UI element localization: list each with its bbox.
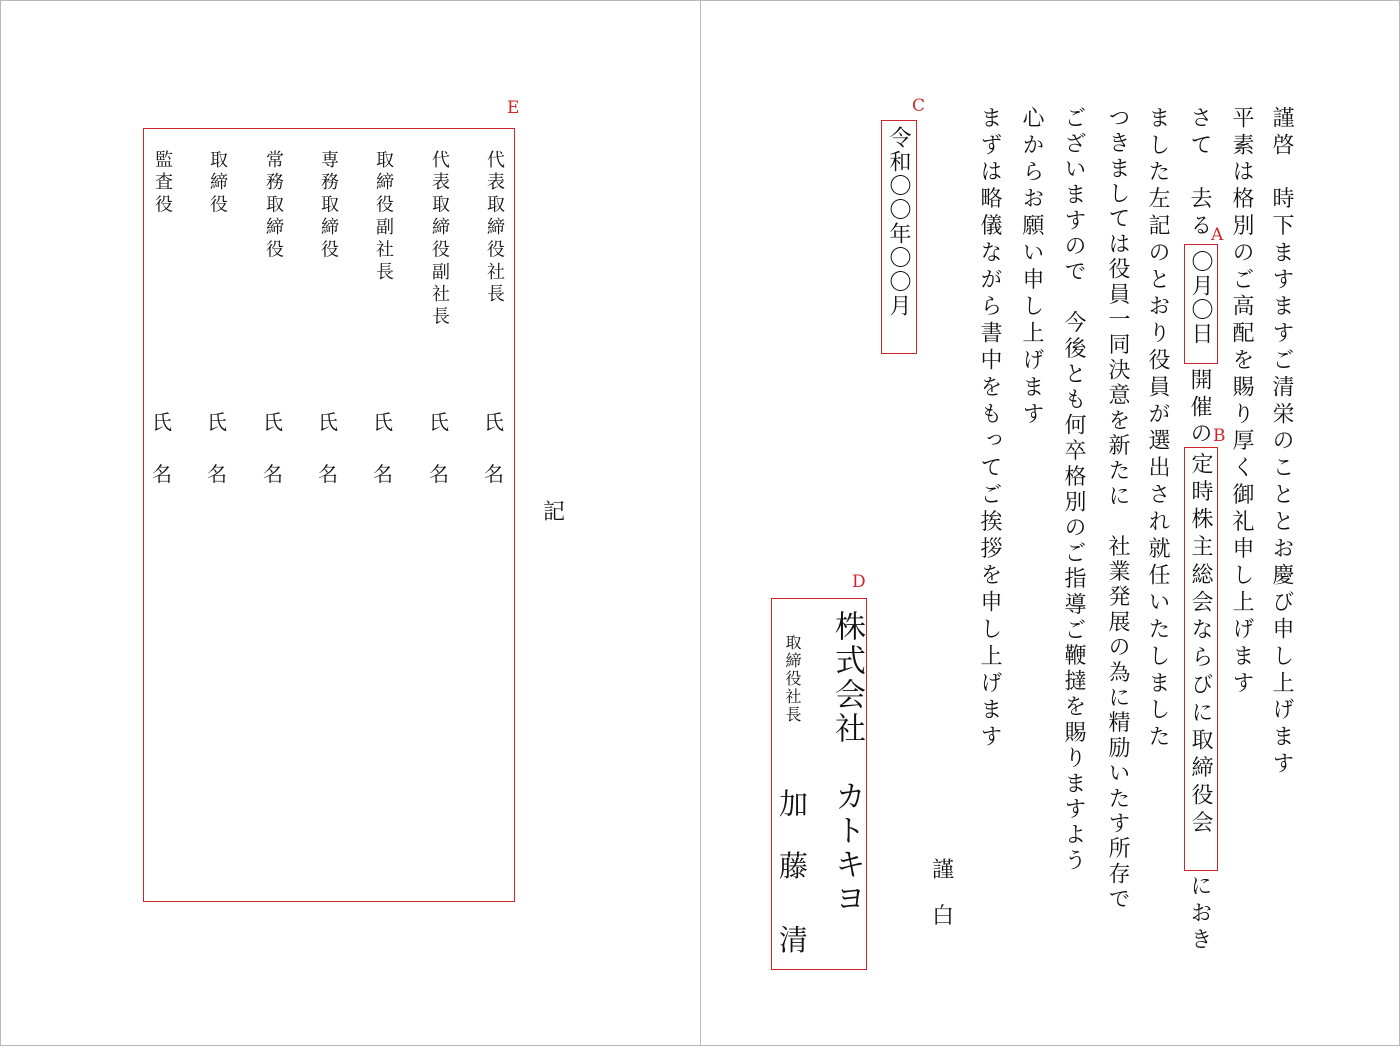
officer-mei-3: 名 [373,462,393,486]
closing-haku: 白 [932,904,955,929]
letter-line-4: ました左記のとおり役員が選出され就任いたしました [1145,106,1170,752]
officer-mei-7: 名 [152,462,172,486]
officer-role-3: 取締役副社長 [373,150,394,285]
sender-name-1: 加 [779,787,809,821]
marker-c: C [912,96,926,116]
marker-d: D [852,572,866,592]
officer-role-6: 取締役 [207,150,228,218]
letter-line-3-mid: 開催の [1187,368,1212,449]
sender-name-3: 清 [779,923,809,957]
officer-mei-4: 名 [318,462,338,486]
ki-heading: 記 [543,500,566,525]
officer-role-7: 監査役 [152,150,173,218]
officer-role-2: 代表取締役副社長 [429,150,450,330]
letter-line-6: ございますので 今後とも何卒格別のご指導ご鞭撻を賜りますよう [1061,106,1086,874]
sender-title: 取締役社長 [783,634,802,724]
officer-mei-2: 名 [429,462,449,486]
officer-shi-7: 氏 [152,410,172,434]
marker-b: B [1213,426,1226,446]
marker-a: A [1211,225,1224,245]
company-name: 株式会社 カトキヨ [829,610,865,916]
meeting-date: 〇月〇日 [1188,250,1213,346]
officer-shi-5: 氏 [263,410,283,434]
meeting-name: 定時株主総会ならびに取締役会 [1188,452,1213,839]
sender-name-2: 藤 [779,849,809,883]
officer-shi-6: 氏 [207,410,227,434]
officer-mei-5: 名 [263,462,283,486]
officer-role-1: 代表取締役社長 [484,150,505,307]
officer-role-5: 常務取締役 [263,150,284,262]
officer-shi-3: 氏 [373,410,393,434]
letter-line-2: 平素は格別のご高配を賜り厚く御礼申し上げます [1229,106,1254,698]
marker-e: E [507,98,520,118]
officer-mei-1: 名 [484,462,504,486]
letter-line-5: つきましては役員一同決意を新たに 社業発展の為に精励いたす所存で [1105,106,1130,913]
letter-line-7: 心からお願い申し上げます [1019,106,1044,429]
officer-shi-1: 氏 [484,410,504,434]
officer-shi-4: 氏 [318,410,338,434]
letter-line-3-start: さて 去る [1187,106,1212,241]
officer-role-4: 専務取締役 [318,150,339,262]
letter-line-8: まずは略儀ながら書中をもってご挨拶を申し上げます [977,106,1002,752]
closing-kin: 謹 [932,858,955,883]
letter-date: 令和〇〇年〇〇月 [886,126,911,318]
letter-line-1: 謹啓 時下ますますご清栄のこととお慶び申し上げます [1269,106,1294,779]
officer-shi-2: 氏 [429,410,449,434]
officer-mei-6: 名 [207,462,227,486]
letter-line-3-end: におき [1187,874,1212,955]
